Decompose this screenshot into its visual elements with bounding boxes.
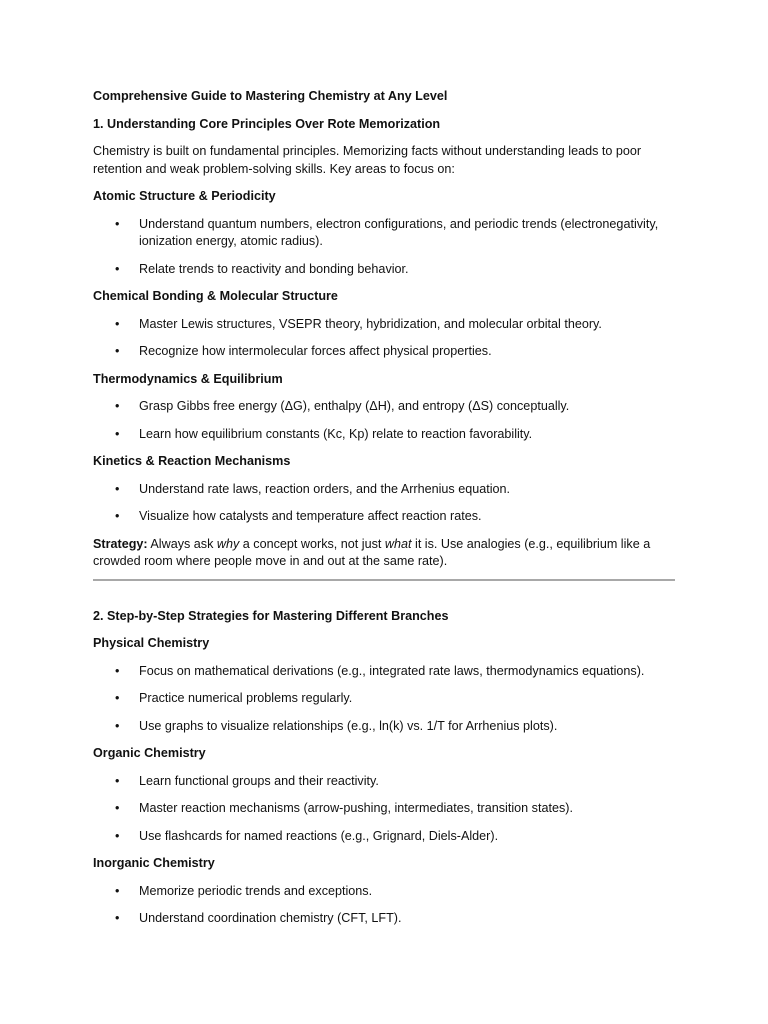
list-item: • Focus on mathematical derivations (e.g., integrated rate laws, thermodynamics equations). xyxy=(93,663,678,681)
bullet-list xyxy=(93,663,678,736)
horizontal-divider xyxy=(93,579,675,581)
bullet-icon: • xyxy=(115,801,120,815)
subheading-chemical-bonding: Chemical Bonding & Molecular Structure xyxy=(93,289,338,303)
list-item: • Grasp Gibbs free energy (ΔG), enthalpy (ΔH), and entropy (ΔS) conceptually. xyxy=(93,398,678,416)
list-item: • Use flashcards for named reactions (e.g., Grignard, Diels-Alder). xyxy=(93,828,678,846)
list-item: • Understand rate laws, reaction orders, and the Arrhenius equation. xyxy=(93,481,678,499)
list-item: • Understand quantum numbers, electron configurations, and periodic trends (electronegativity, ionization energy, atomic radius). xyxy=(115,216,659,248)
subheading-thermodynamics: Thermodynamics & Equilibrium xyxy=(93,371,283,386)
bullet-icon: • xyxy=(115,399,120,413)
list-item: • Master Lewis structures, VSEPR theory, hybridization, and molecular orbital theory. xyxy=(93,316,678,334)
section-1-intro: Chemistry is built on fundamental principles. Memorizing facts without understanding leads to poor retention and weak problem-solving skills. Key areas to focus on: xyxy=(93,144,642,176)
bullet-icon: • xyxy=(115,216,120,231)
list-item: • Understand coordination chemistry (CFT, LFT). xyxy=(93,910,678,928)
strategy-paragraph: Strategy: Always ask why a concept works, not just what it is. Use analogies (e.g., equilibrium like a crowded room where people move in and out at the same rate). xyxy=(93,536,651,568)
list-item: • Visualize how catalysts and temperature affect reaction rates. xyxy=(93,508,678,526)
subheading-atomic-structure: Atomic Structure & Periodicity xyxy=(93,189,276,203)
subheading-organic-chemistry: Organic Chemistry xyxy=(93,746,206,760)
subheading-inorganic-chemistry: Inorganic Chemistry xyxy=(93,856,215,870)
bullet-icon: • xyxy=(115,883,120,898)
bullet-list xyxy=(93,773,678,846)
list-item: • Practice numerical problems regularly. xyxy=(93,690,678,708)
strategy-label: Strategy: xyxy=(93,536,148,551)
bullet-icon: • xyxy=(115,481,120,496)
bullet-list xyxy=(93,883,678,928)
subheading-physical-chemistry: Physical Chemistry xyxy=(93,636,210,650)
bullet-icon: • xyxy=(115,509,120,523)
bullet-icon: • xyxy=(115,663,120,678)
list-item: • Memorize periodic trends and exceptions. xyxy=(93,883,678,901)
bullet-icon: • xyxy=(115,911,120,925)
bullet-icon: • xyxy=(115,718,120,733)
list-item: • Relate trends to reactivity and bonding behavior. xyxy=(93,261,678,279)
subheading-kinetics: Kinetics & Reaction Mechanisms xyxy=(93,454,291,468)
section-2-heading: 2. Step-by-Step Strategies for Mastering Different Branches xyxy=(93,608,449,623)
document-title: Comprehensive Guide to Mastering Chemistry at Any Level xyxy=(93,89,448,103)
bullet-icon: • xyxy=(115,773,120,788)
bullet-icon: • xyxy=(115,261,120,276)
list-item: • Master reaction mechanisms (arrow-pushing, intermediates, transition states). xyxy=(93,800,678,818)
document-content xyxy=(93,88,678,938)
list-item: • Use graphs to visualize relationships (e.g., ln(k) vs. 1/T for Arrhenius plots). xyxy=(93,718,678,736)
list-item: • Learn how equilibrium constants (Kc, Kp) relate to reaction favorability. xyxy=(93,426,678,444)
bullet-list xyxy=(93,481,678,526)
bullet-list xyxy=(93,216,678,279)
section-1-heading: 1. Understanding Core Principles Over Rote Memorization xyxy=(93,116,441,131)
bullet-icon: • xyxy=(115,426,120,441)
bullet-icon: • xyxy=(115,344,120,358)
bullet-icon: • xyxy=(115,828,120,843)
bullet-list xyxy=(93,316,678,361)
list-item: • Recognize how intermolecular forces affect physical properties. xyxy=(93,343,678,361)
bullet-icon: • xyxy=(115,691,120,705)
bullet-list xyxy=(93,398,678,443)
bullet-icon: • xyxy=(115,316,120,331)
list-item: • Learn functional groups and their reactivity. xyxy=(93,773,678,791)
